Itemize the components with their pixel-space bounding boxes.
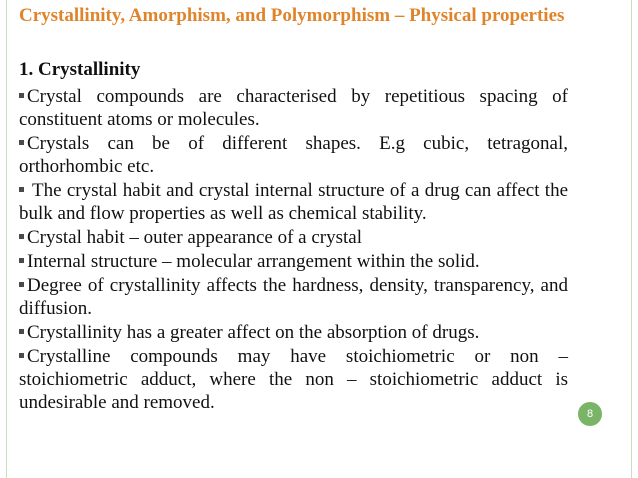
bullet-icon	[19, 140, 24, 145]
page-number-badge: 8	[578, 402, 602, 426]
bullet-text: Crystallinity has a greater affect on the absorption of drugs.	[27, 322, 480, 343]
bullet-text: Degree of crystallinity affects the hardness, density, transparency, and diffusion.	[19, 275, 568, 319]
bullet-icon	[19, 187, 24, 192]
bullet-item	[19, 226, 568, 249]
bullet-text: Crystalline compounds may have stoichiometric or non – stoichiometric adduct, where the non – stoichiometric adduct is undesirable and removed.	[19, 346, 568, 413]
bullet-icon	[19, 353, 24, 358]
bullet-text: Crystal compounds are characterised by repetitious spacing of constituent atoms or molecules.	[19, 86, 568, 130]
bullet-item	[19, 250, 568, 273]
bullet-text: Crystals can be of different shapes. E.g cubic, tetragonal, orthorhombic etc.	[19, 133, 568, 177]
bullet-icon	[19, 282, 24, 287]
bullet-icon	[19, 93, 24, 98]
bullet-item	[19, 345, 568, 414]
bullet-icon	[19, 234, 24, 239]
bullet-item	[19, 132, 568, 178]
bullet-text: Crystal habit – outer appearance of a crystal	[27, 227, 362, 248]
section-heading: 1. Crystallinity	[19, 59, 141, 80]
bullet-icon	[19, 329, 24, 334]
bullet-item	[19, 179, 568, 225]
bullet-text: Internal structure – molecular arrangement within the solid.	[27, 251, 480, 272]
bullet-item	[19, 85, 568, 131]
bullet-item	[19, 274, 568, 320]
bullet-item	[19, 321, 568, 344]
bullet-icon	[19, 258, 24, 263]
bullet-list	[19, 85, 568, 415]
slide-title: Crystallinity, Amorphism, and Polymorphism – Physical properties	[19, 5, 565, 26]
bullet-text: The crystal habit and crystal internal structure of a drug can affect the bulk and flow properties as well as chemical stability.	[19, 180, 568, 224]
